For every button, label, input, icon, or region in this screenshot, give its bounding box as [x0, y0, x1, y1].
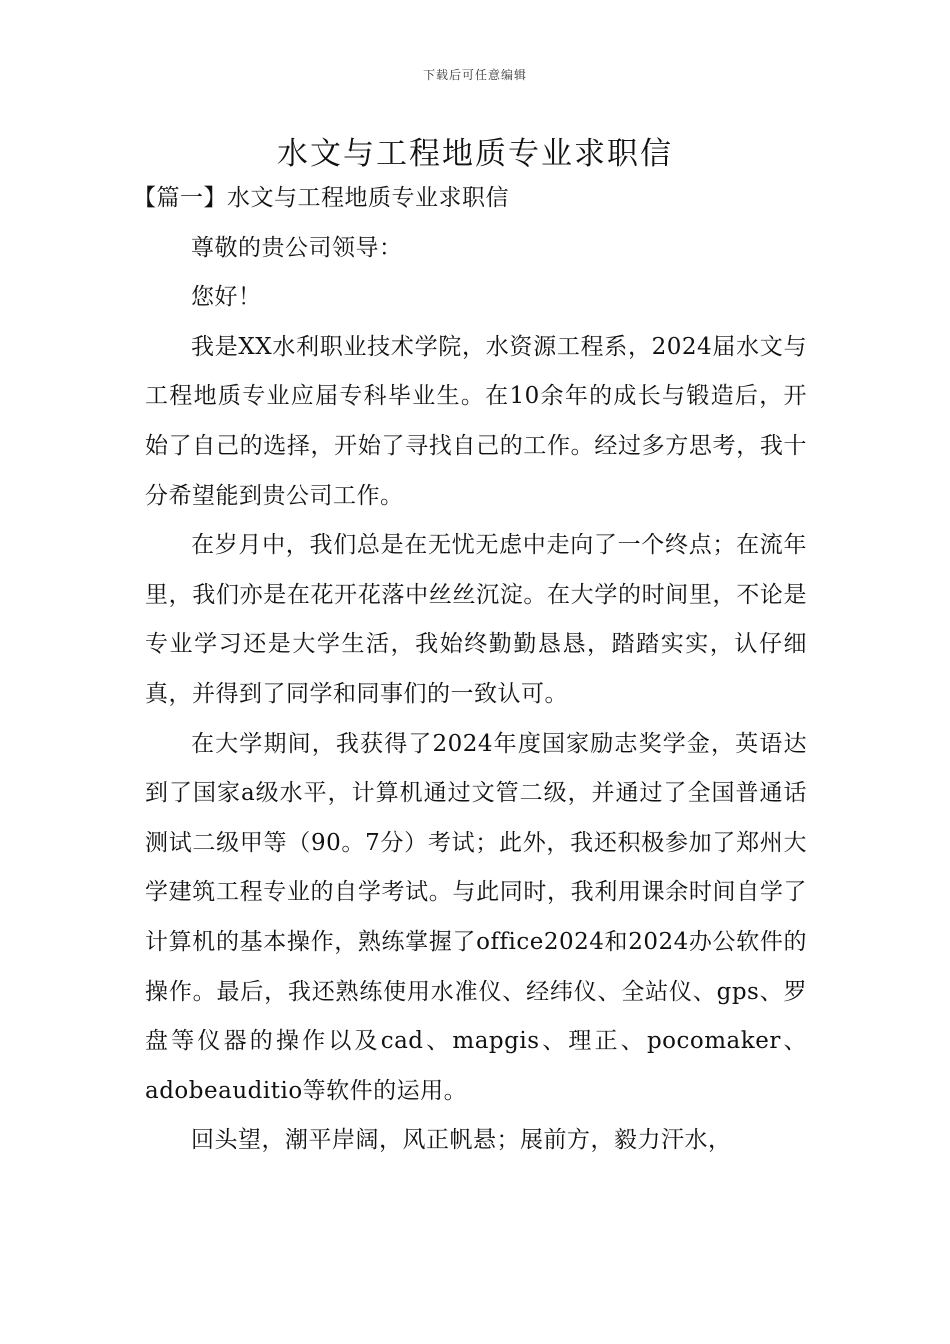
- document-body: [133, 174, 807, 1166]
- document-title: 水文与工程地质专业求职信: [277, 136, 673, 172]
- section-heading: 【篇一】水文与工程地质专业求职信: [133, 185, 509, 211]
- greeting: 您好！: [191, 284, 262, 311]
- header-note: 下载后可任意编辑: [422, 68, 527, 82]
- salutation: 尊敬的贵公司领导：: [191, 234, 403, 261]
- paragraph-achievements: 在大学期间，我获得了2024年度国家励志奖学金，英语达到了国家a级水平，计算机通过文管二级，并通过了全国普通话测试二级甲等（90。7分）考试；此外，我还积极参加了郑州大学建筑工程专业的自学考试。与此同时，我利用课余时间自学了计算机的基本操作，熟练掌握了office2024和2024办公软件的操作。最后，我还熟练使用水准仪、经纬仪、全站仪、gps、罗盘等仪器的操作以及cad、mapgis、理正、pocomaker、adobeauditio等软件的运用。: [145, 730, 807, 1104]
- paragraph-closing: 回头望，潮平岸阔，风正帆悬；展前方，毅力汗水，: [191, 1127, 732, 1154]
- paragraph-introduction: 我是XX水利职业技术学院，水资源工程系，2024届水文与工程地质专业应届专科毕业生。在10余年的成长与锻造后，开始了自己的选择，开始了寻找自己的工作。经过多方思考，我十分希望能到贵公司工作。: [145, 333, 807, 509]
- paragraph-university-life: 在岁月中，我们总是在无忧无虑中走向了一个终点；在流年里，我们亦是在花开花落中丝丝沉淀。在大学的时间里，不论是专业学习还是大学生活，我始终勤勤恳恳，踏踏实实，认仔细真，并得到了同学和同事们的一致认可。: [145, 532, 807, 707]
